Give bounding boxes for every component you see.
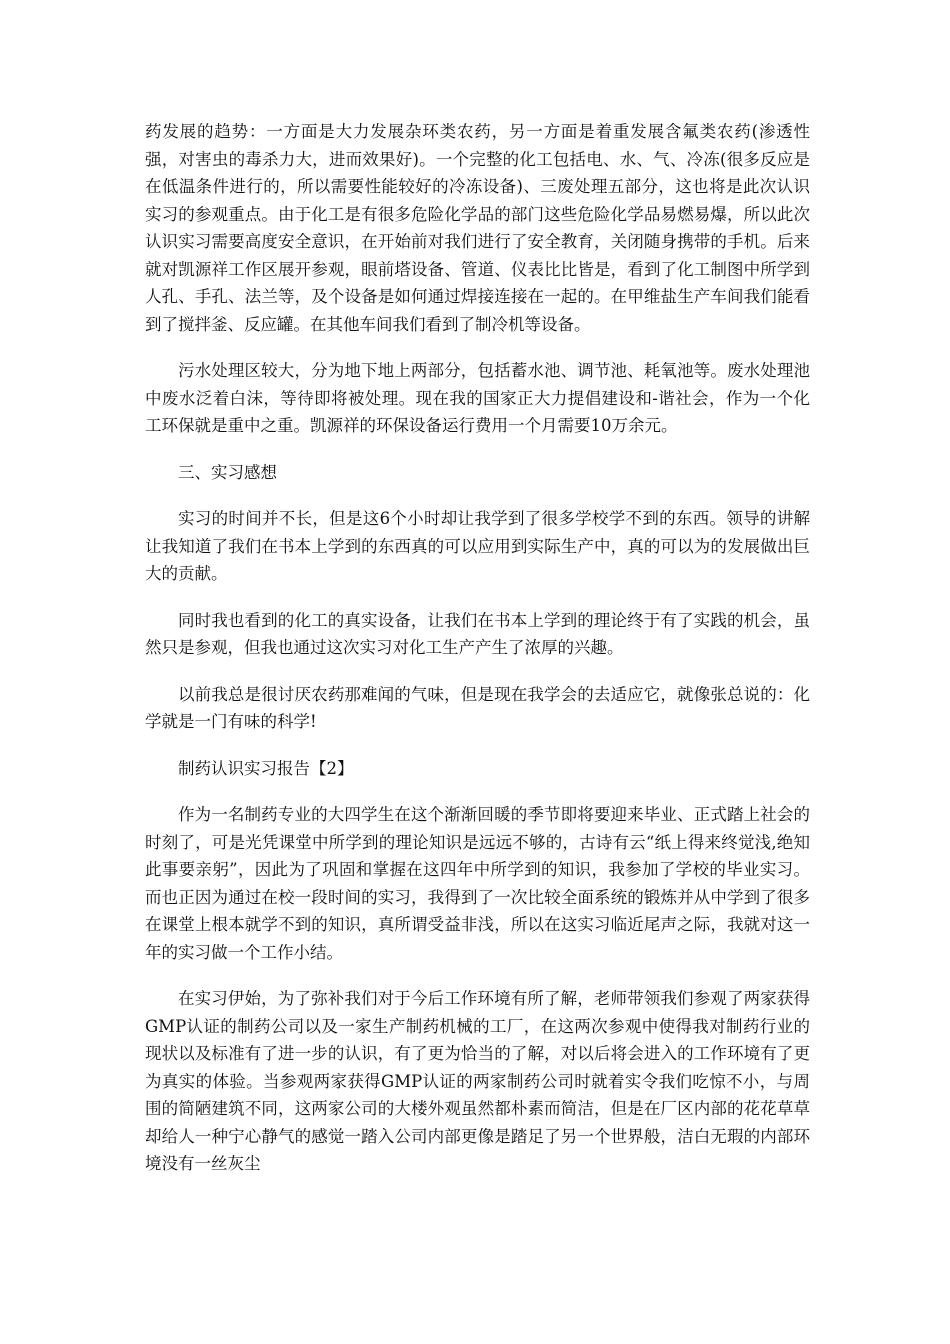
document-page xyxy=(145,118,810,1197)
paragraph-reflection-3: 以前我总是很讨厌农药那难闻的气味，但是现在我学会的去适应它，就像张总说的：化学就是一门有味的科学! xyxy=(145,684,810,731)
paragraph-report2-intro: 作为一名制药专业的大四学生在这个渐渐回暖的季节即将要迎来毕业、正式踏上社会的时刻了，可是光凭课堂中所学到的理论知识是远远不够的，古诗有云“纸上得来终觉浅,绝知此事要亲躬”，因此为了巩固和掌握在这四年中所学到的知识，我参加了学校的毕业实习。而也正因为通过在校一段时间的实习，我得到了一次比较全面系统的锻炼并从中学到了很多在课堂上根本就学不到的知识，真所谓受益非浅，所以在这实习临近尾声之际，我就对这一年的实习做一个工作小结。 xyxy=(145,805,810,962)
paragraph-reflection-1: 实习的时间并不长，但是这6个小时却让我学到了很多学校学不到的东西。领导的讲解让我知道了我们在书本上学到的东西真的可以应用到实际生产中，真的可以为的发展做出巨大的贡献。 xyxy=(145,509,810,583)
report-title-2: 制药认识实习报告【2】 xyxy=(178,758,354,778)
section-heading-reflections: 三、实习感想 xyxy=(178,462,277,482)
paragraph-report2-visit: 在实习伊始，为了弥补我们对于今后工作环境有所了解，老师带领我们参观了两家获得GMP认证的制药公司以及一家生产制药机械的工厂，在这两次参观中使得我对制药行业的现状以及标准有了进一步的认识，有了更为恰当的了解，对以后将会进入的工作环境有了更为真实的体验。当参观两家获得GMP认证的两家制药公司时就着实令我们吃惊不小，与周围的简陋建筑不同，这两家公司的大楼外观虽然都朴素而简洁，但是在厂区内部的花花草草却给人一种宁心静气的感觉一踏入公司内部更像是踏足了另一个世界般，洁白无瑕的内部环境没有一丝灰尘 xyxy=(145,989,810,1173)
paragraph-pesticide-trends: 药发展的趋势：一方面是大力发展杂环类农药，另一方面是着重发展含氟类农药(渗透性强，对害虫的毒杀力大，进而效果好)。一个完整的化工包括电、水、气、冷冻(很多反应是在低温条件进行的，所以需要性能较好的冷冻设备)、三废处理五部分，这也将是此次认识实习的参观重点。由于化工是有很多危险化学品的部门这些危险化学品易燃易爆，所以此次认识实习需要高度安全意识，在开始前对我们进行了安全教育，关闭随身携带的手机。后来就对凯源祥工作区展开参观，眼前塔设备、管道、仪表比比皆是，看到了化工制图中所学到人孔、手孔、法兰等，及个设备是如何通过焊接连接在一起的。在甲维盐生产车间我们能看到了搅拌釜、反应罐。在其他车间我们看到了制冷机等设备。 xyxy=(145,122,810,334)
paragraph-wastewater: 污水处理区较大，分为地下地上两部分，包括蓄水池、调节池、耗氧池等。废水处理池中废水泛着白沫，等待即将被处理。现在我的国家正大力提倡建设和-谐社会，作为一个化工环保就是重中之重。凯源祥的环保设备运行费用一个月需要10万余元。 xyxy=(145,361,810,435)
paragraph-reflection-2: 同时我也看到的化工的真实设备，让我们在书本上学到的理论终于有了实践的机会，虽然只是参观，但我也通过这次实习对化工生产产生了浓厚的兴趣。 xyxy=(145,610,810,657)
